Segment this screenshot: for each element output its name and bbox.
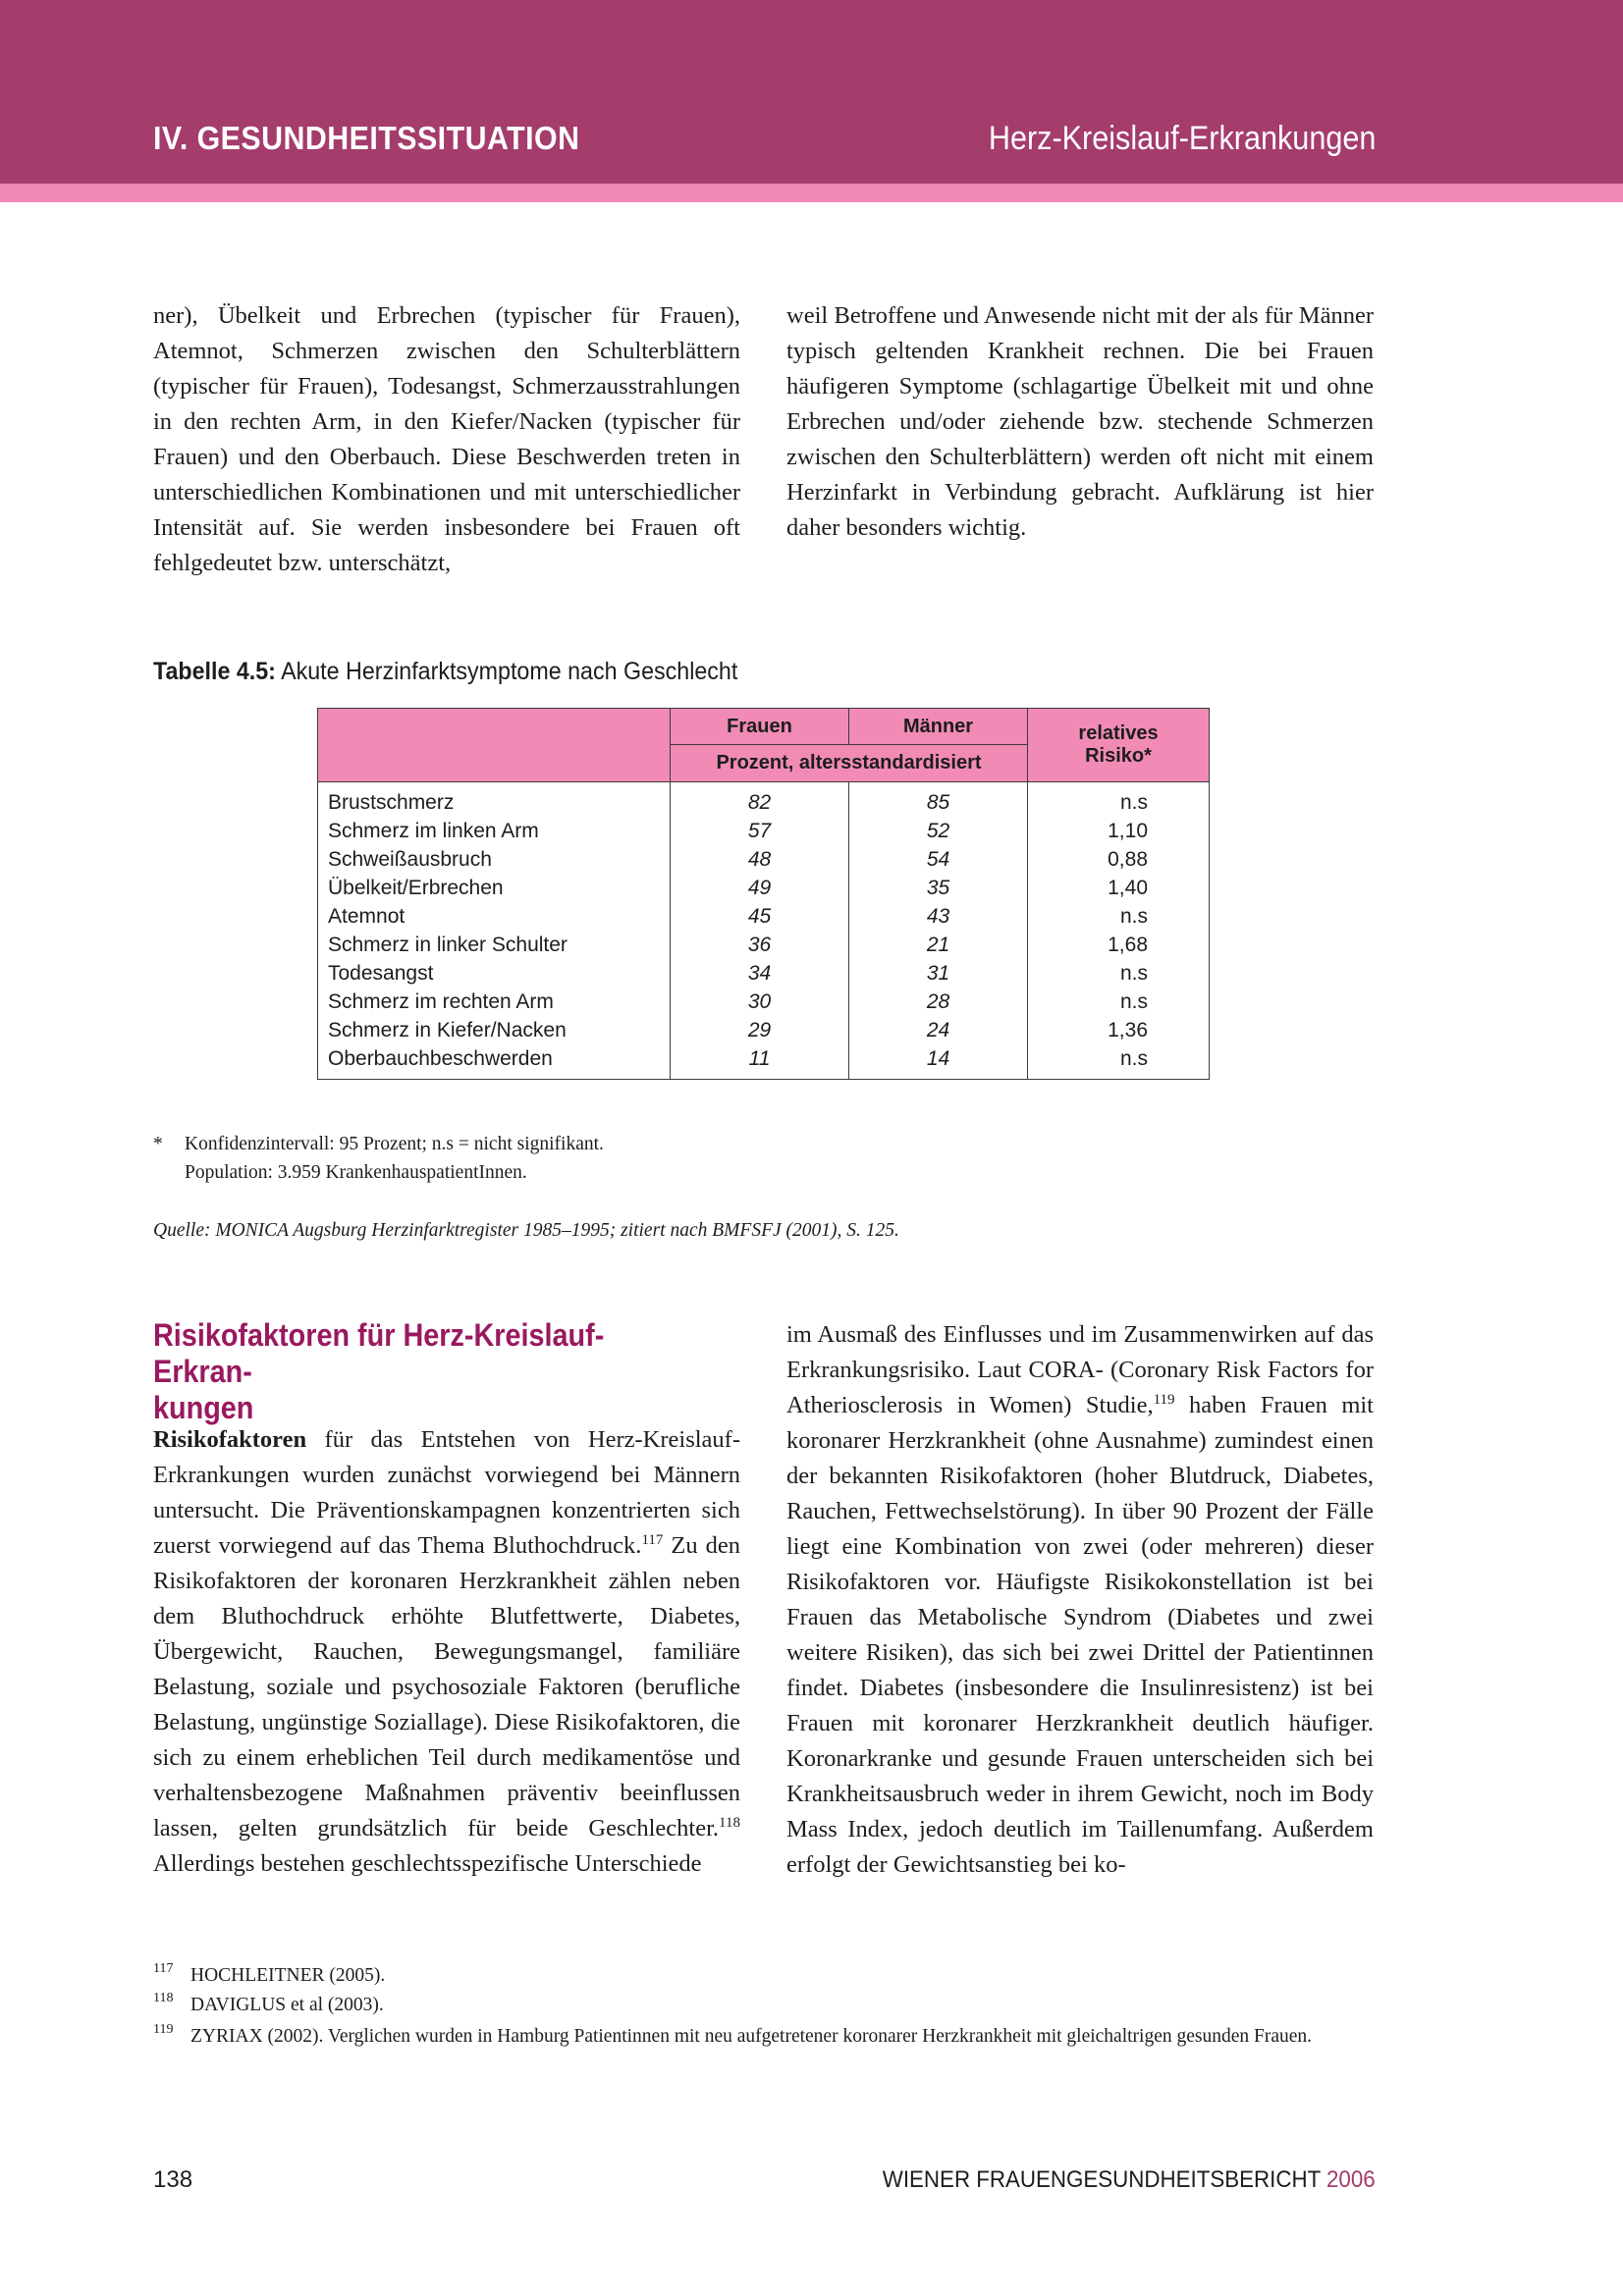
col-header-risk-line2: Risiko*: [1085, 745, 1152, 767]
men-percent-cell: 54: [849, 845, 1028, 874]
col-header-risk: [1028, 709, 1210, 782]
men-percent-cell: 21: [849, 931, 1028, 959]
women-percent-cell: 57: [671, 817, 849, 845]
table-row: [318, 1016, 1210, 1044]
body-left-text-b: Zu den Risikofaktoren der koronaren Herzkrankheit zählen neben dem Bluthochdruck erhöhte Blutfettwerte, Diabetes, Übergewicht, Rauchen, Bewegungsmangel, familiäre Belastung, soziale und psychosoziale Faktoren (berufliche Belastung, ungünstige Soziallage). Diese Risikofaktoren, die sich zu einem erheblichen Teil durch medikamentöse und verhaltensbezogene Maßnahmen präventiv beeinflussen lassen, gelten grundsätzlich für beide Geschlechter.: [153, 1532, 740, 1842]
intro-right-column: [786, 298, 1374, 546]
symptom-cell: Übelkeit/Erbrechen: [318, 874, 671, 902]
col-subheader-percent: Prozent, altersstandardisiert: [671, 745, 1028, 782]
footnote-text: ZYRIAX (2002). Verglichen wurden in Hamburg Patientinnen mit neu aufgetretener koronarer Herzkrankheit mit gleichaltrigen gesunden Frauen.: [190, 2026, 1313, 2047]
men-percent-cell: 52: [849, 817, 1028, 845]
section-heading-line1: Risikofaktoren für Herz-Kreislauf-Erkran-: [153, 1317, 605, 1389]
symptom-cell: Schmerz in Kiefer/Nacken: [318, 1016, 671, 1044]
footnote-number: 119: [153, 2022, 174, 2037]
relative-risk-cell: n.s: [1028, 959, 1210, 988]
body-left-column: [153, 1422, 740, 1882]
body-left-text-c: Allerdings bestehen geschlechtsspezifische Unterschiede: [153, 1850, 702, 1877]
col-header-men: Männer: [849, 709, 1028, 745]
women-percent-cell: 11: [671, 1044, 849, 1080]
publication-year: 2006: [1326, 2166, 1376, 2193]
intro-left-text: ner), Übelkeit und Erbrechen (typischer für Frauen), Atemnot, Schmerzen zwischen den Schulterblättern (typischer für Frauen), Todesangst, Schmerzausstrahlungen in den rechten Arm, in den Kiefer/Nacken (typischer für Frauen) und den Oberbauch. Diese Beschwerden treten in unterschiedlichen Kombinationen und mit unterschiedlicher Intensität auf. Sie werden insbesondere bei Frauen oft fehlgedeutet bzw. unterschätzt,: [153, 302, 740, 576]
men-percent-cell: 14: [849, 1044, 1028, 1080]
symptom-cell: Todesangst: [318, 959, 671, 988]
body-right-text-b: haben Frauen mit koronarer Herzkrankheit (ohne Ausnahme) zumindest einen der bekannten Risikofaktoren (hoher Blutdruck, Diabetes, Rauchen, Fettwechselstörung). In über 90 Prozent der Fälle liegt eine Kombination von zwei (oder mehreren) dieser Risikofaktoren vor. Häufigste Risikokonstellation ist bei Frauen das Metabolische Syndrom (Diabetes und zwei weitere Risiken), das sich bei zwei Drittel der Patientinnen findet. Diabetes (insbesondere die Insulinresistenz) ist bei Frauen mit koronarer Herzkrankheit deutlich häufiger. Koronarkranke und gesunde Frauen unterscheiden sich bei Krankheitsausbruch weder in ihrem Gewicht, noch im Body Mass Index, jedoch deutlich im Taillenumfang. Außerdem erfolgt der Gewichtsanstieg bei ko-: [786, 1392, 1374, 1878]
footnote-ref-117: 117: [641, 1531, 664, 1548]
section-heading-line2: kungen: [153, 1390, 254, 1425]
table-row: [318, 1044, 1210, 1080]
col-header-risk-line1: relatives: [1078, 722, 1159, 744]
women-percent-cell: 45: [671, 902, 849, 931]
table-row: [318, 959, 1210, 988]
table-row: [318, 782, 1210, 818]
relative-risk-cell: n.s: [1028, 782, 1210, 818]
table-source: Quelle: MONICA Augsburg Herzinfarktregister 1985–1995; zitiert nach BMFSFJ (2001), S. 125.: [153, 1220, 899, 1241]
relative-risk-cell: 1,10: [1028, 817, 1210, 845]
table-note-line2: Population: 3.959 KrankenhauspatientInnen.: [185, 1162, 527, 1183]
table-row: [318, 845, 1210, 874]
table-row: [318, 931, 1210, 959]
women-percent-cell: 29: [671, 1016, 849, 1044]
symptom-cell: Schmerz in linker Schulter: [318, 931, 671, 959]
body-right-column: [786, 1317, 1374, 1883]
publication-name: WIENER FRAUENGESUNDHEITSBERICHT: [883, 2166, 1322, 2193]
women-percent-cell: 49: [671, 874, 849, 902]
women-percent-cell: 36: [671, 931, 849, 959]
body-left-lead: Risikofaktoren: [153, 1426, 307, 1453]
relative-risk-cell: n.s: [1028, 1044, 1210, 1080]
table-caption-text: Akute Herzinfarktsymptome nach Geschlecht: [281, 658, 738, 685]
publication-title: [883, 2166, 1376, 2194]
intro-right-text: weil Betroffene und Anwesende nicht mit der als für Männer typisch geltenden Krankheit rechnen. Die bei Frauen häufigeren Symptome (schlagartige Übelkeit mit und ohne Erbrechen und/oder ziehende bzw. stechende Schmerzen zwischen den Schulterblättern) werden oft nicht mit einem Herzinfarkt in Verbindung gebracht. Aufklärung ist hier daher besonders wichtig.: [786, 302, 1374, 541]
footnote-number: 117: [153, 1961, 174, 1976]
women-percent-cell: 34: [671, 959, 849, 988]
men-percent-cell: 85: [849, 782, 1028, 818]
footnote-ref-118: 118: [719, 1814, 740, 1831]
table-row: [318, 988, 1210, 1016]
symptom-cell: Schmerz im linken Arm: [318, 817, 671, 845]
table-note-marker: *: [153, 1134, 163, 1154]
men-percent-cell: 24: [849, 1016, 1028, 1044]
body-left-paragraph: [153, 1422, 740, 1882]
symptom-cell: Atemnot: [318, 902, 671, 931]
footnote-ref-119: 119: [1153, 1391, 1175, 1408]
page-number: 138: [153, 2166, 193, 2193]
men-percent-cell: 31: [849, 959, 1028, 988]
table-corner-cell: [318, 709, 671, 782]
chapter-title: IV. GESUNDHEITSSITUATION: [153, 120, 580, 156]
symptom-cell: Brustschmerz: [318, 782, 671, 818]
table-row: [318, 874, 1210, 902]
symptom-table: [317, 708, 1210, 1080]
footnote-number: 118: [153, 1991, 174, 2005]
section-heading: [153, 1317, 683, 1426]
men-percent-cell: 43: [849, 902, 1028, 931]
col-header-women: Frauen: [671, 709, 849, 745]
table-caption: [153, 658, 737, 686]
symptom-cell: Oberbauchbeschwerden: [318, 1044, 671, 1080]
men-percent-cell: 28: [849, 988, 1028, 1016]
footnote-text: HOCHLEITNER (2005).: [190, 1965, 386, 1986]
men-percent-cell: 35: [849, 874, 1028, 902]
header-stripe: [0, 184, 1623, 202]
relative-risk-cell: n.s: [1028, 902, 1210, 931]
table-note-line1: Konfidenzintervall: 95 Prozent; n.s = nicht signifikant.: [185, 1134, 604, 1154]
women-percent-cell: 30: [671, 988, 849, 1016]
table-caption-label: Tabelle 4.5:: [153, 658, 276, 685]
symptom-cell: Schweißausbruch: [318, 845, 671, 874]
relative-risk-cell: n.s: [1028, 988, 1210, 1016]
table-row: [318, 817, 1210, 845]
relative-risk-cell: 0,88: [1028, 845, 1210, 874]
table-body: [318, 782, 1210, 1080]
women-percent-cell: 82: [671, 782, 849, 818]
symptom-cell: Schmerz im rechten Arm: [318, 988, 671, 1016]
intro-left-column: [153, 298, 740, 581]
body-right-paragraph: [786, 1317, 1374, 1883]
women-percent-cell: 48: [671, 845, 849, 874]
footnote-text: DAVIGLUS et al (2003).: [190, 1995, 384, 2015]
relative-risk-cell: 1,36: [1028, 1016, 1210, 1044]
body-left-text-a: für das Entstehen von Herz-Kreislauf-Erkrankungen wurden zunächst vorwiegend bei Männern untersucht. Die Präventionskampagnen konzentrierten sich zuerst vorwiegend auf das Thema Bluthochdruck.: [153, 1426, 740, 1559]
section-topic: Herz-Kreislauf-Erkrankungen: [988, 120, 1376, 157]
body-right-text-a: im Ausmaß des Einflusses und im Zusammenwirken auf das Erkrankungsrisiko. Laut CORA- (Coronary Risk Factors for Atheriosclerosis in Women) Studie,: [786, 1321, 1374, 1418]
relative-risk-cell: 1,68: [1028, 931, 1210, 959]
relative-risk-cell: 1,40: [1028, 874, 1210, 902]
table-row: [318, 902, 1210, 931]
